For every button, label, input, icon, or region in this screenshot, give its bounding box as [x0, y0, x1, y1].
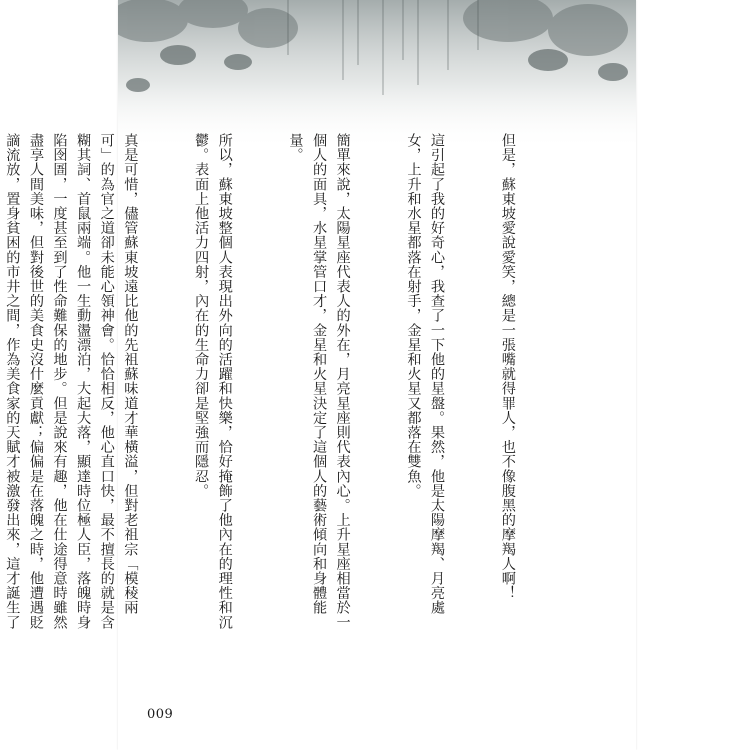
page-number: 009: [147, 707, 174, 722]
vertical-body-text: [4, 133, 566, 633]
paragraph-1: 但是，蘇東坡愛說愛笑，總是一張嘴就得罪人，也不像腹黑的摩羯人啊！: [499, 133, 516, 601]
misty-forest-illustration: [118, 0, 636, 150]
paragraph-5: 真是可惜，儘管蘇東坡遠比他的先祖蘇味道才華橫溢，但對老祖宗「模稜兩可」的為官之道卻未能心領神會。恰恰相反，他心直口快，最不擅長的就是含糊其詞、首鼠兩端。他一生動盪漂泊，大起大落，顯達時位極人臣，落魄時身陷囹圄，一度甚至到了性命難保的地步。但是說來有趣，他在仕途得意時雖然盡享人間美味，但對後世的美食史沒什麼貢獻；偏偏是在落魄之時，他遭遇貶謫流放，置身貧困的市井之間，作為美食家的天賦才被激發出來，這才誕生了: [4, 133, 139, 630]
paragraph-3: 簡單來說，太陽星座代表人的外在，月亮星座則代表內心。上升星座相當於一個人的面具，水星掌管口才，金星和火星決定了這個人的藝術傾向和身體能量。: [287, 133, 351, 630]
paragraph-4: 所以，蘇東坡整個人表現出外向的活躍和快樂，恰好掩飾了他內在的理性和沉鬱。表面上他活力四射，內在的生命力卻是堅強而隱忍。: [193, 133, 233, 630]
paragraph-2: 這引起了我的好奇心，我查了一下他的星盤。果然，他是太陽摩羯、月亮處女，上升和水星都落在射手，金星和火星又都落在雙魚。: [405, 133, 446, 615]
